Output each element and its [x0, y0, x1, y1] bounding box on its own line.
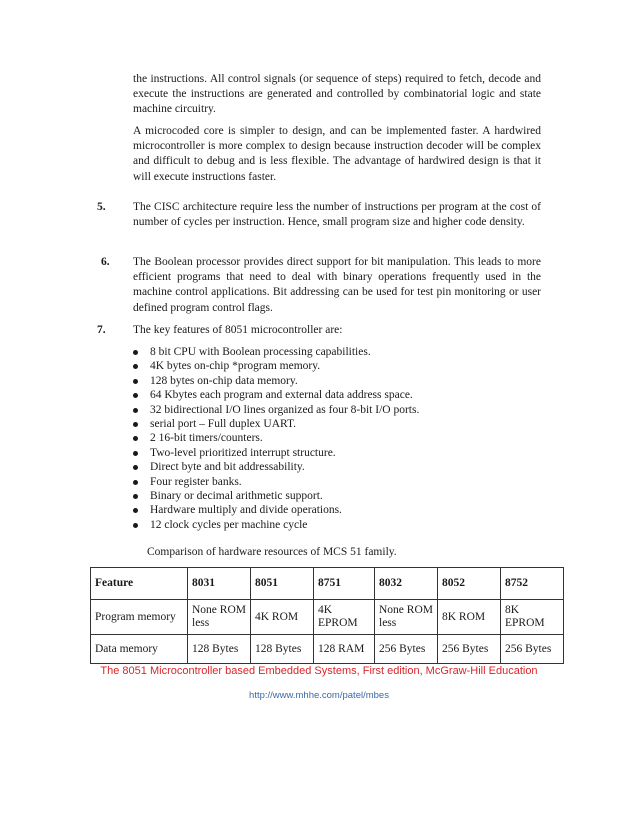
list-item: 8 bit CPU with Boolean processing capabilities.: [133, 345, 553, 359]
list-item: 32 bidirectional I/O lines organized as four 8-bit I/O ports.: [133, 403, 553, 417]
item-number-5: 5.: [97, 201, 106, 213]
item-number-7: 7.: [97, 324, 106, 336]
table-cell: 128 Bytes: [251, 635, 314, 664]
table-cell: 256 Bytes: [375, 635, 438, 664]
table-cell: 128 Bytes: [188, 635, 251, 664]
bullet-icon: [133, 508, 138, 513]
table-cell: 8K EPROM: [501, 600, 564, 635]
footer-book-title: The 8051 Microcontroller based Embedded Systems, First edition, McGraw-Hill Education: [100, 665, 538, 677]
table-cell: 4K EPROM: [314, 600, 375, 635]
bullet-icon: [133, 422, 138, 427]
table-row: [91, 600, 564, 635]
table-caption: Comparison of hardware resources of MCS 51 family.: [147, 546, 397, 558]
bullet-icon: [133, 350, 138, 355]
list-item: Two-level prioritized interrupt structure.: [133, 446, 553, 460]
paragraph-continuation: the instructions. All control signals (or sequence of steps) required to fetch, decode and execute the instructions are generated and controlled by combinatorial logic and state machine circuitry.: [133, 73, 541, 116]
header-cell: 8032: [375, 568, 438, 600]
table-cell: 256 Bytes: [501, 635, 564, 664]
list-item: 12 clock cycles per machine cycle: [133, 518, 553, 532]
footer-url-link[interactable]: http://www.mhhe.com/patel/mbes: [249, 690, 389, 701]
bullet-icon: [133, 480, 138, 485]
list-item: Binary or decimal arithmetic support.: [133, 489, 553, 503]
list-item: Direct byte and bit addressability.: [133, 460, 553, 474]
bullet-icon: [133, 393, 138, 398]
item-text-6: The Boolean processor provides direct support for bit manipulation. This leads to more efficient programs that need to deal with binary operations frequently used in the machine control applications. Bit addressing can be used for test pin monitoring or user defined program control flags.: [133, 256, 541, 314]
table-cell: 256 Bytes: [438, 635, 501, 664]
item-text-5: The CISC architecture require less the number of instructions per program at the cost of number of cycles per instruction. Hence, small program size and higher code density.: [133, 201, 541, 229]
feature-list: [133, 345, 553, 532]
list-item: 64 Kbytes each program and external data address space.: [133, 388, 553, 402]
comparison-table: [90, 567, 564, 664]
table-cell: None ROM less: [188, 600, 251, 635]
header-cell: 8031: [188, 568, 251, 600]
bullet-icon: [133, 436, 138, 441]
list-item: 2 16-bit timers/counters.: [133, 431, 553, 445]
table-cell: 4K ROM: [251, 600, 314, 635]
bullet-icon: [133, 364, 138, 369]
bullet-icon: [133, 408, 138, 413]
table-cell: 8K ROM: [438, 600, 501, 635]
item-number-6: 6.: [101, 256, 110, 268]
header-cell: 8752: [501, 568, 564, 600]
bullet-icon: [133, 465, 138, 470]
header-cell: 8052: [438, 568, 501, 600]
bullet-icon: [133, 523, 138, 528]
list-item: 4K bytes on-chip *program memory.: [133, 359, 553, 373]
header-cell: 8751: [314, 568, 375, 600]
list-item: Hardware multiply and divide operations.: [133, 503, 553, 517]
bullet-icon: [133, 451, 138, 456]
table-cell: Data memory: [91, 635, 188, 664]
list-item: 128 bytes on-chip data memory.: [133, 374, 553, 388]
paragraph-microcoded: A microcoded core is simpler to design, and can be implemented faster. A hardwired microcontroller is more complex to design because instruction decoder will be complex and difficult to debug and is less flexible. The advantage of hardwired design is that it will execute instructions faster.: [133, 125, 541, 183]
table-cell: None ROM less: [375, 600, 438, 635]
header-cell: Feature: [91, 568, 188, 600]
bullet-icon: [133, 379, 138, 384]
bullet-icon: [133, 494, 138, 499]
header-cell: 8051: [251, 568, 314, 600]
item-text-7: The key features of 8051 microcontroller are:: [133, 324, 343, 336]
table-header-row: [91, 568, 564, 600]
list-item: serial port – Full duplex UART.: [133, 417, 553, 431]
list-item: Four register banks.: [133, 475, 553, 489]
table-cell: Program memory: [91, 600, 188, 635]
table-row: [91, 635, 564, 664]
table-cell: 128 RAM: [314, 635, 375, 664]
